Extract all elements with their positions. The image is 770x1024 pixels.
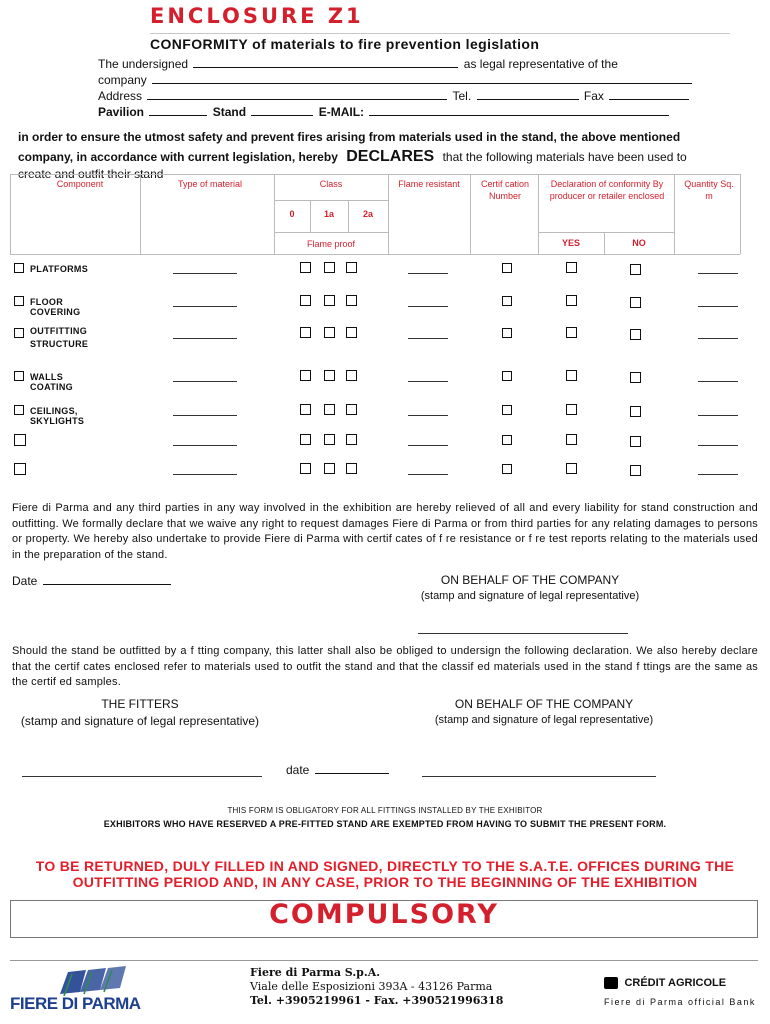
company-signature-line[interactable] — [418, 632, 628, 634]
header-rule — [150, 33, 730, 34]
date-label: Date — [12, 574, 38, 588]
header-yes: YES — [561, 238, 580, 248]
date-field[interactable] — [43, 573, 171, 585]
declaration-text-2: that the following materials have been used to — [442, 150, 687, 164]
quantity-field[interactable] — [698, 473, 738, 475]
header-certification: Certif cation Number — [480, 179, 530, 201]
header-class-0: 0 — [289, 209, 295, 219]
bank-logo — [604, 974, 764, 1007]
declaration-text: company, in accordance with current legislation, hereby — [18, 150, 338, 164]
address-field[interactable] — [147, 88, 447, 100]
fiere-logo-flags-icon — [10, 966, 150, 996]
quantity-field[interactable] — [698, 337, 738, 339]
fiere-logo — [10, 966, 150, 1022]
obligatory-note: THIS FORM IS OBLIGATORY FOR ALL FITTINGS INSTALLED BY THE EXHIBITOR — [227, 806, 543, 815]
class-2a-checkbox[interactable] — [346, 404, 357, 415]
date-field-2[interactable] — [315, 762, 389, 774]
header-quantity: Quantity Sq. m — [684, 179, 734, 201]
class-2a-checkbox[interactable] — [346, 295, 357, 306]
declaration-yes-checkbox[interactable] — [566, 327, 577, 338]
flame-resistant-field[interactable] — [408, 414, 448, 416]
class-0-checkbox[interactable] — [300, 434, 311, 445]
fitters-title: THE FITTERS — [101, 697, 179, 711]
fitters-stamp-note: (stamp and signature of legal representative) — [20, 714, 260, 728]
declaration-no-checkbox[interactable] — [630, 297, 641, 308]
quantity-field[interactable] — [698, 444, 738, 446]
certification-checkbox[interactable] — [502, 263, 512, 273]
declaration-yes-checkbox[interactable] — [566, 370, 577, 381]
row-label: WALLS COATING — [30, 372, 73, 392]
company-field[interactable] — [152, 72, 692, 84]
company-signature-line-2[interactable] — [422, 775, 656, 777]
pavilion-field[interactable] — [149, 104, 207, 116]
header-class-1a: 1a — [323, 209, 334, 219]
row-checkbox[interactable] — [14, 434, 26, 446]
flame-resistant-field[interactable] — [408, 473, 448, 475]
enclosure-title: ENCLOSURE Z1 — [150, 4, 364, 28]
row-label: FLOOR COVERING — [30, 297, 81, 317]
declaration-yes-checkbox[interactable] — [566, 434, 577, 445]
declaration-no-checkbox[interactable] — [630, 372, 641, 383]
declaration-yes-checkbox[interactable] — [566, 404, 577, 415]
declaration-yes-checkbox[interactable] — [566, 262, 577, 273]
email-field[interactable] — [369, 104, 669, 116]
class-2a-checkbox[interactable] — [346, 327, 357, 338]
class-1a-checkbox[interactable] — [324, 327, 335, 338]
quantity-field[interactable] — [698, 380, 738, 382]
undersigned-field[interactable] — [193, 56, 458, 68]
declaration-no-checkbox[interactable] — [630, 465, 641, 476]
class-2a-checkbox[interactable] — [346, 262, 357, 273]
tel-field[interactable] — [477, 88, 579, 100]
certification-checkbox[interactable] — [502, 371, 512, 381]
header-no: NO — [632, 238, 646, 248]
type-of-material-field[interactable] — [173, 444, 237, 446]
tel-label: Tel. — [452, 89, 472, 103]
quantity-field[interactable] — [698, 272, 738, 274]
stand-field[interactable] — [251, 104, 313, 116]
form-subtitle: CONFORMITY of materials to fire prevention legislation — [150, 36, 540, 52]
declaration-no-checkbox[interactable] — [630, 329, 641, 340]
pavilion-label: Pavilion — [98, 105, 145, 119]
bank-name: CRÉDIT AGRICOLE — [624, 976, 727, 989]
flame-resistant-field[interactable] — [408, 380, 448, 382]
behalf-company-1: ON BEHALF OF THE COMPANY — [440, 573, 620, 587]
footer-company-block — [250, 966, 503, 1008]
footer-phone: Tel. +3905219961 - Fax. +390521996318 — [250, 994, 504, 1007]
declaration-yes-checkbox[interactable] — [566, 463, 577, 474]
declaration-line-2 — [18, 148, 687, 166]
row-label: PLATFORMS — [30, 264, 89, 274]
address-label: Address — [98, 89, 143, 103]
certification-checkbox[interactable] — [502, 405, 512, 415]
row-checkbox[interactable] — [14, 263, 24, 273]
liability-paragraph: Fiere di Parma and any third parties in any way involved in the exhibition are hereby relieved of all and every liability for stand construction and outfitting. We formally declare that we waive any right to request damages Fiere di Parma or from third parties for any relating damages to persons or property. We hereby also undertake to provide Fiere di Parma with certif cates of f re resistance or f re test reports relating to the materials used in the preparation of the stand. — [12, 502, 758, 561]
flame-resistant-field[interactable] — [408, 272, 448, 274]
header-flame-resistant: Flame resistant — [398, 179, 460, 189]
header-class-2a: 2a — [362, 209, 373, 219]
footer-company-name: Fiere di Parma S.p.A. — [250, 966, 381, 979]
compulsory-label: COMPULSORY — [269, 899, 499, 930]
declares-word: DECLARES — [346, 148, 435, 165]
flame-resistant-field[interactable] — [408, 444, 448, 446]
row-checkbox[interactable] — [14, 328, 24, 338]
return-notice-line-1: TO BE RETURNED, DULY FILLED IN AND SIGNED, DIRECTLY TO THE S.A.T.E. OFFICES DURING THE — [35, 858, 735, 874]
date-row — [12, 573, 173, 588]
behalf-company-2: ON BEHALF OF THE COMPANY — [454, 697, 634, 711]
row-label: OUTFITTING STRUCTURE — [30, 326, 89, 349]
bank-subtitle: Fiere di Parma official Bank — [604, 997, 756, 1007]
quantity-field[interactable] — [698, 305, 738, 307]
fax-field[interactable] — [609, 88, 689, 100]
fitters-paragraph: Should the stand be outfitted by a f tting company, this latter shall also be obliged to undersign the following declaration. We also hereby declare that the certif cates enclosed refer to materials used to outfit the stand and that the classif ed materials used in the stand f ttings are the same as the certif ed samples. — [12, 645, 758, 688]
declaration-line-3: create and outfit their stand — [18, 167, 164, 181]
row-checkbox[interactable] — [14, 463, 26, 475]
intro-line-4 — [98, 104, 671, 120]
class-1a-checkbox[interactable] — [324, 370, 335, 381]
class-1a-checkbox[interactable] — [324, 404, 335, 415]
type-of-material-field[interactable] — [173, 337, 237, 339]
fax-label: Fax — [583, 89, 604, 103]
certification-checkbox[interactable] — [502, 435, 512, 445]
intro-line-1 — [98, 56, 618, 72]
class-1a-checkbox[interactable] — [324, 295, 335, 306]
materials-table — [0, 0, 770, 1]
class-1a-checkbox[interactable] — [324, 434, 335, 445]
email-label: E-MAIL: — [318, 105, 365, 119]
declaration-no-checkbox[interactable] — [630, 436, 641, 447]
header-class: Class — [319, 179, 343, 189]
quantity-field[interactable] — [698, 414, 738, 416]
header-declaration: Declaration of conformity By producer or retailer enclosed — [549, 179, 665, 201]
declaration-line-1: in order to ensure the utmost safety and prevent fires arising from materials used in the stand, the above mentioned — [18, 130, 681, 144]
fiere-logo-text: FIERE DI PARMA — [10, 994, 141, 1013]
stand-label: Stand — [212, 105, 247, 119]
certification-checkbox[interactable] — [502, 296, 512, 306]
type-of-material-field[interactable] — [173, 272, 237, 274]
credit-agricole-icon — [604, 977, 618, 989]
row-checkbox[interactable] — [14, 371, 24, 381]
fitters-signature-line[interactable] — [22, 775, 262, 777]
class-2a-checkbox[interactable] — [346, 434, 357, 445]
stamp-note-1: (stamp and signature of legal representative) — [420, 590, 640, 602]
intro-line-2 — [98, 72, 694, 88]
certification-checkbox[interactable] — [502, 464, 512, 474]
date-label-2: date — [286, 763, 310, 777]
undersigned-label: The undersigned — [98, 57, 189, 71]
flame-resistant-field[interactable] — [408, 305, 448, 307]
declaration-no-checkbox[interactable] — [630, 406, 641, 417]
header-type: Type of material — [177, 179, 243, 189]
type-of-material-field[interactable] — [173, 305, 237, 307]
type-of-material-field[interactable] — [173, 414, 237, 416]
declaration-yes-checkbox[interactable] — [566, 295, 577, 306]
class-0-checkbox[interactable] — [300, 404, 311, 415]
legal-rep-label: as legal representative of the — [463, 57, 618, 71]
row-checkbox[interactable] — [14, 405, 24, 415]
class-0-checkbox[interactable] — [300, 370, 311, 381]
class-1a-checkbox[interactable] — [324, 463, 335, 474]
class-1a-checkbox[interactable] — [324, 262, 335, 273]
company-label: company — [98, 73, 147, 87]
class-0-checkbox[interactable] — [300, 295, 311, 306]
stamp-note-2: (stamp and signature of legal representative) — [434, 714, 654, 726]
exempted-note: EXHIBITORS WHO HAVE RESERVED A PRE-FITTED STAND ARE EXEMPTED FROM HAVING TO SUBMIT THE PRESENT FORM. — [103, 819, 667, 829]
header-flame-proof: Flame proof — [306, 239, 356, 249]
row-checkbox[interactable] — [14, 296, 24, 306]
declaration-no-checkbox[interactable] — [630, 264, 641, 275]
row-label: CEILINGS, SKYLIGHTS — [30, 406, 85, 426]
footer-rule — [10, 960, 758, 961]
class-2a-checkbox[interactable] — [346, 463, 357, 474]
flame-resistant-field[interactable] — [408, 337, 448, 339]
certification-checkbox[interactable] — [502, 328, 512, 338]
return-notice-line-2: OUTFITTING PERIOD AND, IN ANY CASE, PRIOR TO THE BEGINNING OF THE EXHIBITION — [72, 874, 698, 890]
class-2a-checkbox[interactable] — [346, 370, 357, 381]
class-0-checkbox[interactable] — [300, 463, 311, 474]
intro-line-3 — [98, 88, 691, 104]
class-0-checkbox[interactable] — [300, 327, 311, 338]
type-of-material-field[interactable] — [173, 473, 237, 475]
type-of-material-field[interactable] — [173, 380, 237, 382]
header-component: Component — [56, 179, 104, 189]
class-0-checkbox[interactable] — [300, 262, 311, 273]
footer-address: Viale delle Esposizioni 393A - 43126 Parma — [250, 980, 493, 993]
date-row-2 — [286, 762, 391, 777]
